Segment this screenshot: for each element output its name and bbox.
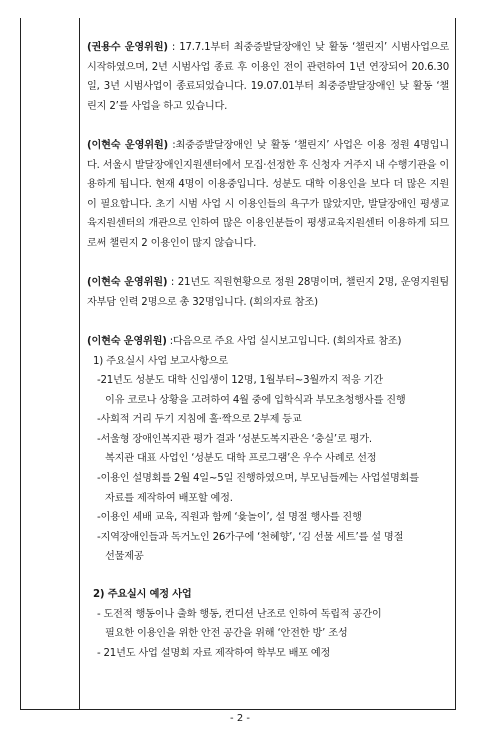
list-item: 이유 코로나 상황을 고려하여 4월 중에 입학식과 부모초청행사를 진행 bbox=[105, 394, 406, 406]
statement-text: :최중증발달장애인 낮 활동 ‘챌린지’ 사업은 이용 정원 4명입니다. 서울시 발달장애인지원센터에서 모집·선정한 후 신청자 거주지 내 수행기관을 이용하게 됩니다. 현재 4명이 이용중입니다. 성분도 대학 이용인을 보다 더 많은 지원이 필요합니다. 초기 시범 사업 시 이용인들의 욕구가 많았지만, 발달장애인 평생교육지원센터의 개관으로 인하여 많은 이용인분들이 평생교육지원센터 이용하게 되므로써 챌린지 2 이용인이 많지 않습니다. bbox=[87, 139, 449, 249]
list-item: -지역장애인들과 독거노인 26가구에 ‘천혜향’, ‘김 선물 세트’를 설 명절 bbox=[97, 531, 404, 543]
list-item: 필요한 이용인을 위한 안전 공간을 위해 ‘안전한 방’ 조성 bbox=[105, 628, 348, 640]
section-heading: 2) 주요실시 예정 사업 bbox=[93, 589, 192, 601]
document-table bbox=[20, 18, 456, 710]
speaker-label: (이현숙 운영위원) bbox=[87, 139, 168, 151]
page-number: - 2 - bbox=[230, 713, 250, 724]
statement-text: :다음으로 주요 사업 실시보고입니다. (회의자료 참조) bbox=[166, 335, 402, 347]
statement-paragraph bbox=[87, 38, 449, 116]
list-item: - 21년도 사업 설명회 자료 제작하여 학부모 배포 예정 bbox=[97, 647, 331, 659]
planned-projects-section bbox=[87, 585, 449, 663]
list-item: -서울형 장애인복지관 평가 결과 ‘성분도복지관은 ‘충실’로 평가. bbox=[97, 433, 372, 445]
minutes-content bbox=[87, 38, 449, 663]
statement-paragraph bbox=[87, 136, 449, 254]
list-item: -21년도 성분도 대학 신입생이 12명, 1월부터~3월까지 적응 기간 bbox=[97, 375, 383, 387]
list-item: -사회적 거리 두기 지침에 홀·짝으로 2부제 등교 bbox=[97, 414, 302, 426]
table-left-column bbox=[21, 18, 80, 709]
speaker-label: (이현숙 운영위원) bbox=[87, 335, 167, 347]
list-heading: 1) 주요실시 사업 보고사항으로 bbox=[93, 355, 228, 367]
statement-paragraph bbox=[87, 273, 449, 312]
statement-text: : 17.7.1부터 최중증발달장애인 낮 활동 ‘챌린지’ 시범사업으로 시작하였으며, 2년 시범사업 종료 후 이용인 전이 관련하여 1년 연장되어 20.6.30일, 3년 시범사업이 종료되었습니다. 19.07.01부터 최중증발달장애인 낮 활동 ‘챌린지 2’를 사업을 하고 있습니다. bbox=[87, 42, 449, 112]
list-item: 복지관 대표 사업인 ‘성분도 대학 프로그램’은 우수 사례로 선정 bbox=[105, 453, 377, 465]
speaker-label: (권용수 운영위원) bbox=[87, 42, 168, 53]
speaker-label: (이현숙 운영위원) bbox=[87, 277, 168, 289]
list-item: -이용인 설명회를 2월 4일~5일 진행하였으며, 부모님들께는 사업설명회를 bbox=[97, 473, 419, 485]
list-item: 자료를 제작하여 배포할 예정. bbox=[105, 492, 233, 504]
list-item: -이용인 세배 교육, 직원과 함께 ‘윷놀이’, 설 명절 행사를 진행 bbox=[97, 512, 362, 524]
list-item: - 도전적 행동이나 출화 행동, 컨디션 난조로 인하여 독립적 공간이 bbox=[97, 608, 382, 620]
statement-paragraph bbox=[87, 332, 449, 567]
statement-text: : 21년도 직원현황으로 정원 28명이며, 챌린지 2명, 운영지원팀 자부담 인력 2명으로 총 32명입니다. (회의자료 참조) bbox=[87, 277, 449, 308]
list-item: 선물제공 bbox=[105, 551, 144, 563]
